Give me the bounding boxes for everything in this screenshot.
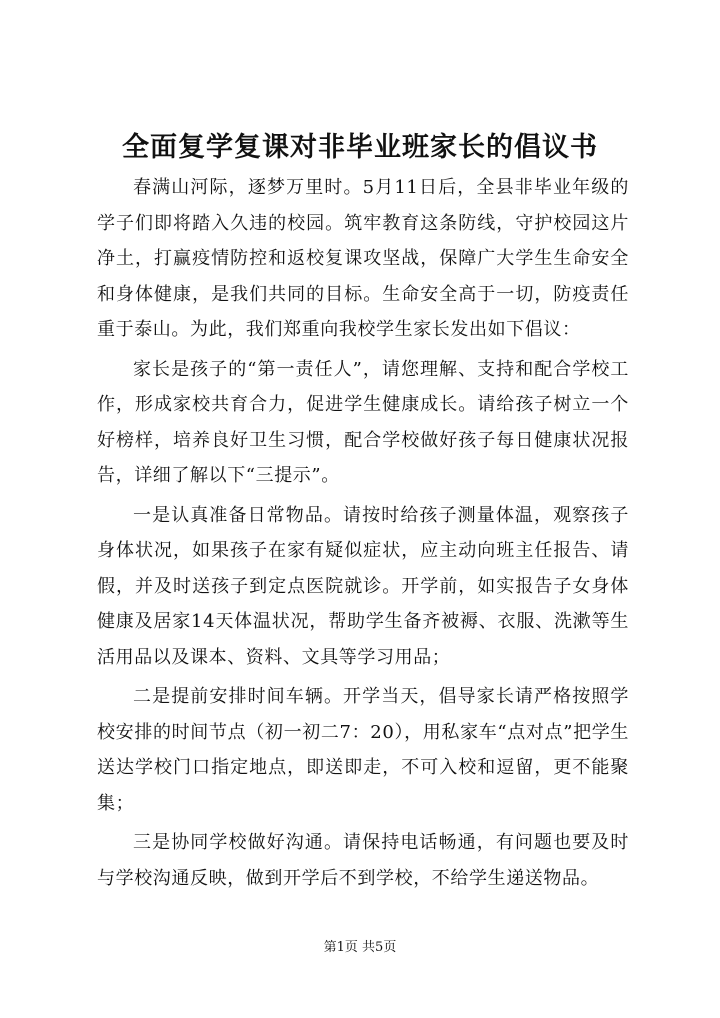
page-number-footer: 第1页 共5页: [323, 940, 397, 955]
paragraph-tip-two: 二是提前安排时间车辆。开学当天，倡导家长请严格按照学校安排的时间节点（初一初二7：20），用私家车“点对点”把学生送达学校门口指定地点，即送即走，不可入校和逗留，更不能聚集；: [97, 686, 629, 814]
paragraph-intro: 春满山河际，逐梦万里时。5月11日后，全县非毕业年级的学子们即将踏入久违的校园。筑牢教育这条防线，守护校园这片净土，打赢疫情防控和返校复课攻坚战，保障广大学生生命安全和身体健康，是我们共同的目标。生命安全高于一切，防疫责任重于泰山。为此，我们郑重向我校学生家长发出如下倡议：: [97, 177, 629, 340]
paragraph-tip-three: 三是协同学校做好沟通。请保持电话畅通，有问题也要及时与学校沟通反映，做到开学后不到学校，不给学生递送物品。: [97, 832, 629, 889]
paragraph-parent-responsibility: 家长是孩子的“第一责任人”，请您理解、支持和配合学校工作，形成家校共育合力，促进学生健康成长。请给孩子树立一个好榜样，培养良好卫生习惯，配合学校做好孩子每日健康状况报告，详细了解以下“三提示”。: [97, 358, 629, 486]
document-body: [97, 170, 629, 900]
document-title: 全面复学复课对非毕业班家长的倡议书: [122, 132, 598, 163]
paragraph-tip-one: 一是认真准备日常物品。请按时给孩子测量体温，观察孩子身体状况，如果孩子在家有疑似症状，应主动向班主任报告、请假，并及时送孩子到定点医院就诊。开学前，如实报告子女身体健康及居家14天体温状况，帮助学生备齐被褥、衣服、洗漱等生活用品以及课本、资料、文具等学习用品；: [97, 504, 629, 668]
